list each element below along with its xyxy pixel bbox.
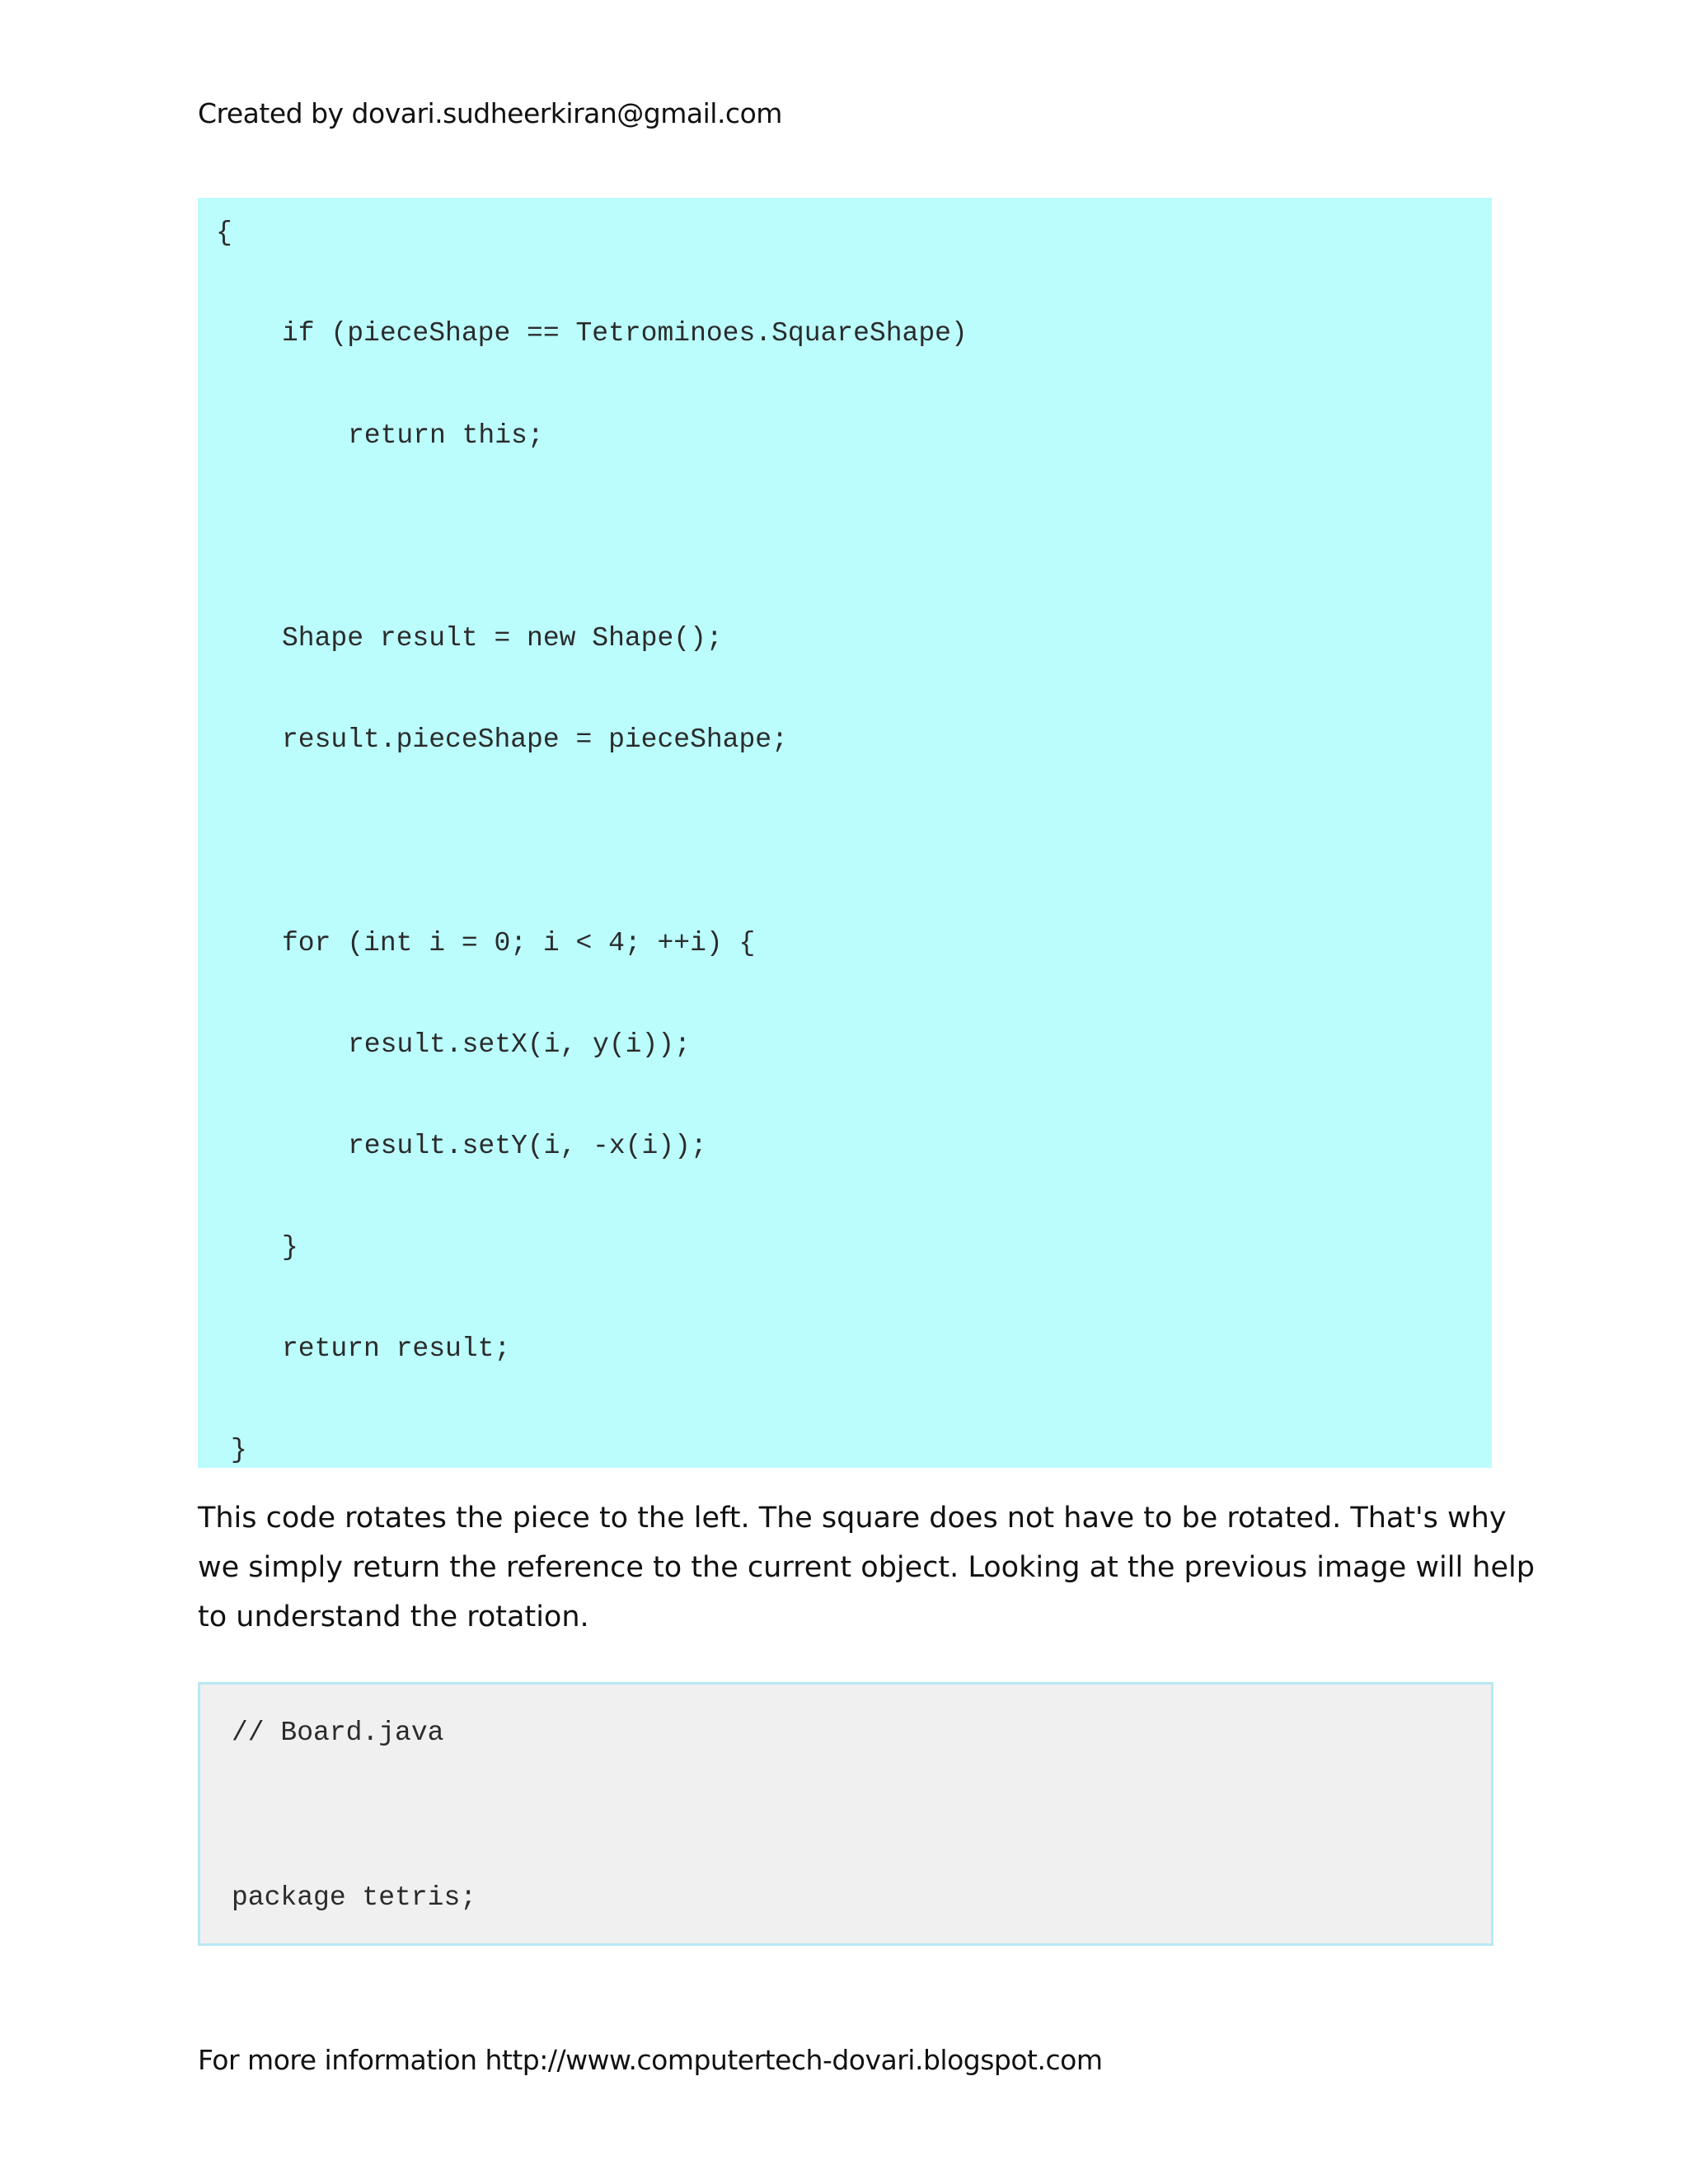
code-block-rotate-left <box>198 198 1492 1468</box>
code-line: { <box>216 218 232 248</box>
code-line: // Board.java <box>232 1718 444 1748</box>
code-line: } <box>282 1232 298 1263</box>
code-line: result.setY(i, -x(i)); <box>348 1131 707 1161</box>
code-line: if (pieceShape == Tetrominoes.SquareShape) <box>282 318 968 349</box>
code-line: for (int i = 0; i < 4; ++i) { <box>282 928 756 958</box>
page-footer: For more information http://www.computertech-dovari.blogspot.com <box>198 2044 1103 2076</box>
code-line: return this; <box>348 420 544 451</box>
code-line: result.pieceShape = pieceShape; <box>282 724 788 755</box>
code-line: result.setX(i, y(i)); <box>348 1029 691 1060</box>
page-header: Created by dovari.sudheerkiran@gmail.com <box>198 97 782 129</box>
paragraph-line: This code rotates the piece to the left. The square does not have to be rotated. That's why <box>198 1502 1507 1535</box>
code-line: package tetris; <box>232 1882 477 1913</box>
paragraph-line: we simply return the reference to the current object. Looking at the previous image will help <box>198 1551 1535 1584</box>
code-line: return result; <box>282 1333 511 1364</box>
explanation-paragraph <box>198 1493 1535 1642</box>
code-line: Shape result = new Shape(); <box>282 623 723 654</box>
paragraph-line: to understand the rotation. <box>198 1601 589 1633</box>
code-line: } <box>231 1435 247 1465</box>
code-block-board-java <box>198 1682 1493 1946</box>
